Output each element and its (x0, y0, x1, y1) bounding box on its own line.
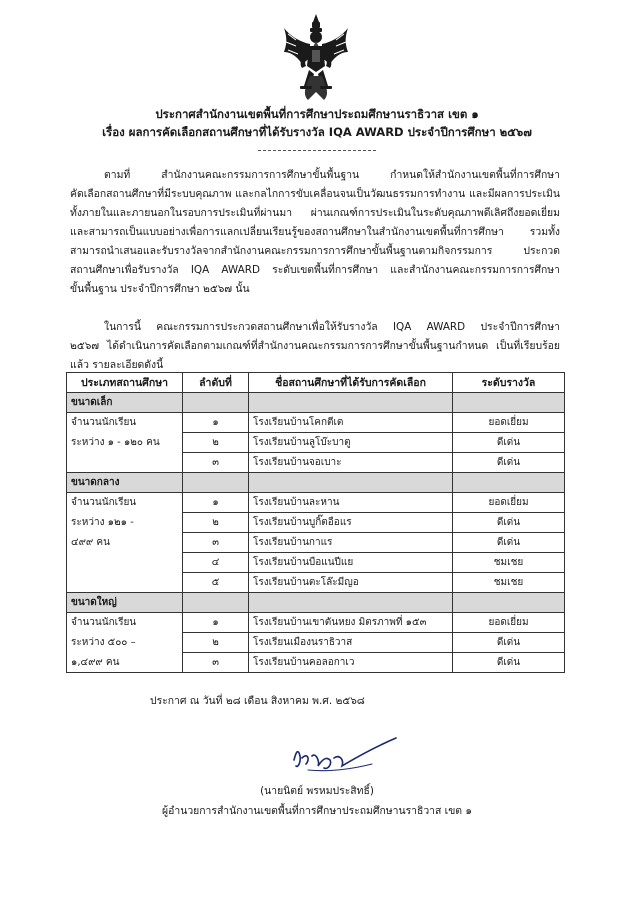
category-line: ระหว่าง ๑๒๑ - (67, 513, 183, 533)
header-category: ประเภทสถานศึกษา (67, 373, 183, 393)
category-line: จำนวนนักเรียน (67, 613, 183, 633)
paragraph-1 (70, 166, 560, 299)
row-award: ดีเด่น (453, 513, 565, 533)
row-no: ๑ (183, 493, 249, 513)
signer-name: (นายนิตย์ พรหมประสิทธิ์) (260, 785, 374, 797)
table-row (67, 413, 565, 433)
paragraph-line: ในการนี้ คณะกรรมการประกวดสถานศึกษาเพื่อให้รับรางวัล IQA AWARD ประจำปีการศึกษา (104, 321, 560, 333)
category-line: ๔๙๙ คน (67, 533, 183, 553)
row-no: ๑ (183, 613, 249, 633)
table-row (67, 493, 565, 513)
category-line: ระหว่าง ๑ - ๑๒๐ คน (67, 433, 183, 453)
row-award: ชมเชย (453, 573, 565, 593)
row-award: ดีเด่น (453, 653, 565, 673)
category-line: จำนวนนักเรียน (67, 493, 183, 513)
paragraph-line: ตามที่ สำนักงานคณะกรรมการการศึกษาขั้นพื้นฐาน กำหนดให้สำนักงานเขตพื้นที่การศึกษา (104, 169, 560, 181)
paragraph-line: สามารถนำเสนอและรับรางวัลจากสำนักงานคณะกรรมการการศึกษาขั้นพื้นฐานตามกิจกรรมการ ประกวด (70, 245, 560, 257)
table-row (67, 613, 565, 633)
table-row (67, 633, 565, 653)
row-award: ชมเชย (453, 553, 565, 573)
category-line: จำนวนนักเรียน (67, 413, 183, 433)
document-subject: เรื่อง ผลการคัดเลือกสถานศึกษาที่ได้รับรางวัล IQA AWARD ประจำปีการศึกษา ๒๕๖๗ (102, 125, 532, 139)
header-award: ระดับรางวัล (453, 373, 565, 393)
header-school: ชื่อสถานศึกษาที่ได้รับการคัดเลือก (249, 373, 453, 393)
group-name: ขนาดกลาง (67, 473, 183, 493)
table-row (67, 653, 565, 673)
group-name: ขนาดเล็ก (67, 393, 183, 413)
document-title: ประกาศสำนักงานเขตพื้นที่การศึกษาประถมศึกษานราธิวาส เขต ๑ (155, 107, 479, 121)
header-order: ลำดับที่ (183, 373, 249, 393)
group-name: ขนาดใหญ่ (67, 593, 183, 613)
row-school: โรงเรียนบ้านตะโล๊ะมีญอ (249, 573, 453, 593)
row-award: ดีเด่น (453, 433, 565, 453)
table-row (67, 533, 565, 553)
paragraph-line: สถานศึกษาเพื่อรับรางวัล IQA AWARD ระดับเขตพื้นที่การศึกษา และสำนักงานคณะกรรมการการศึกษา (70, 264, 560, 276)
row-school: โรงเรียนบ้านกาแร (249, 533, 453, 553)
category-line (67, 553, 183, 573)
row-award: ยอดเยี่ยม (453, 413, 565, 433)
table-row (67, 453, 565, 473)
row-no: ๒ (183, 513, 249, 533)
awards-table (66, 372, 565, 673)
paragraph-line: แล้ว รายละเอียดดังนี้ (70, 359, 164, 371)
row-award: ยอดเยี่ยม (453, 613, 565, 633)
row-no: ๕ (183, 573, 249, 593)
category-line (67, 453, 183, 473)
row-award: ดีเด่น (453, 633, 565, 653)
paragraph-line: ทั้งภายในและภายนอกในรอบการประเมินที่ผ่านมา ผ่านเกณฑ์การประเมินในระดับคุณภาพดีเลิศถึงยอดเยี่ยม (70, 207, 560, 219)
row-no: ๓ (183, 453, 249, 473)
row-school: โรงเรียนบ้านจอเบาะ (249, 453, 453, 473)
group-row-large (67, 593, 565, 613)
row-award: ยอดเยี่ยม (453, 493, 565, 513)
table-row (67, 433, 565, 453)
handwritten-signature (288, 730, 408, 778)
row-school: โรงเรียนบ้านโคกตีเต (249, 413, 453, 433)
garuda-emblem-icon (282, 14, 350, 100)
table-row (67, 553, 565, 573)
table-row (67, 513, 565, 533)
row-school: โรงเรียนบ้านลูโบ๊ะบาตู (249, 433, 453, 453)
category-line (67, 573, 183, 593)
row-school: โรงเรียนบ้านเขาตันหยง มิตรภาพที่ ๑๕๓ (249, 613, 453, 633)
paragraph-line: และสามารถเป็นแบบอย่างเพื่อการแลกเปลี่ยนเรียนรู้ของสถานศึกษาในสำนักงานเขตพื้นที่การศึกษา รวมทั้ง (70, 226, 560, 238)
row-award: ดีเด่น (453, 533, 565, 553)
group-row-medium (67, 473, 565, 493)
table-row (67, 573, 565, 593)
category-line: ระหว่าง ๕๐๐ – (67, 633, 183, 653)
table-header-row (67, 373, 565, 393)
paragraph-2 (70, 318, 560, 375)
title-separator (258, 150, 376, 151)
row-school: โรงเรียนบ้านบือแนปีแย (249, 553, 453, 573)
row-no: ๔ (183, 553, 249, 573)
row-school: โรงเรียนเมืองนราธิวาส (249, 633, 453, 653)
row-no: ๓ (183, 533, 249, 553)
paragraph-line: ๒๕๖๗ ได้ดำเนินการคัดเลือกตามเกณฑ์ที่สำนักงานคณะกรรมการการศึกษาขั้นพื้นฐานกำหนด เป็นที่เรียบร้อย (70, 340, 560, 352)
row-no: ๑ (183, 413, 249, 433)
paragraph-line: คัดเลือกสถานศึกษาที่มีระบบคุณภาพ และกลไกการขับเคลื่อนจนเป็นวัฒนธรรมการทำงาน และมีผลการประเมิน (70, 188, 560, 200)
row-school: โรงเรียนบ้านละหาน (249, 493, 453, 513)
row-school: โรงเรียนบ้านคอลอกาเว (249, 653, 453, 673)
group-row-small (67, 393, 565, 413)
category-line: ๑,๔๙๙ คน (67, 653, 183, 673)
signer-position: ผู้อำนวยการสำนักงานเขตพื้นที่การศึกษาประถมศึกษานราธิวาส เขต ๑ (162, 805, 472, 817)
paragraph-line: ขั้นพื้นฐาน ประจำปีการศึกษา ๒๕๖๗ นั้น (70, 283, 250, 295)
row-no: ๓ (183, 653, 249, 673)
row-award: ดีเด่น (453, 453, 565, 473)
row-school: โรงเรียนบ้านบูกิ๊ตอือแร (249, 513, 453, 533)
row-no: ๒ (183, 433, 249, 453)
row-no: ๒ (183, 633, 249, 653)
announcement-date: ประกาศ ณ วันที่ ๒๘ เดือน สิงหาคม พ.ศ. ๒๕๖๘ (150, 695, 365, 707)
